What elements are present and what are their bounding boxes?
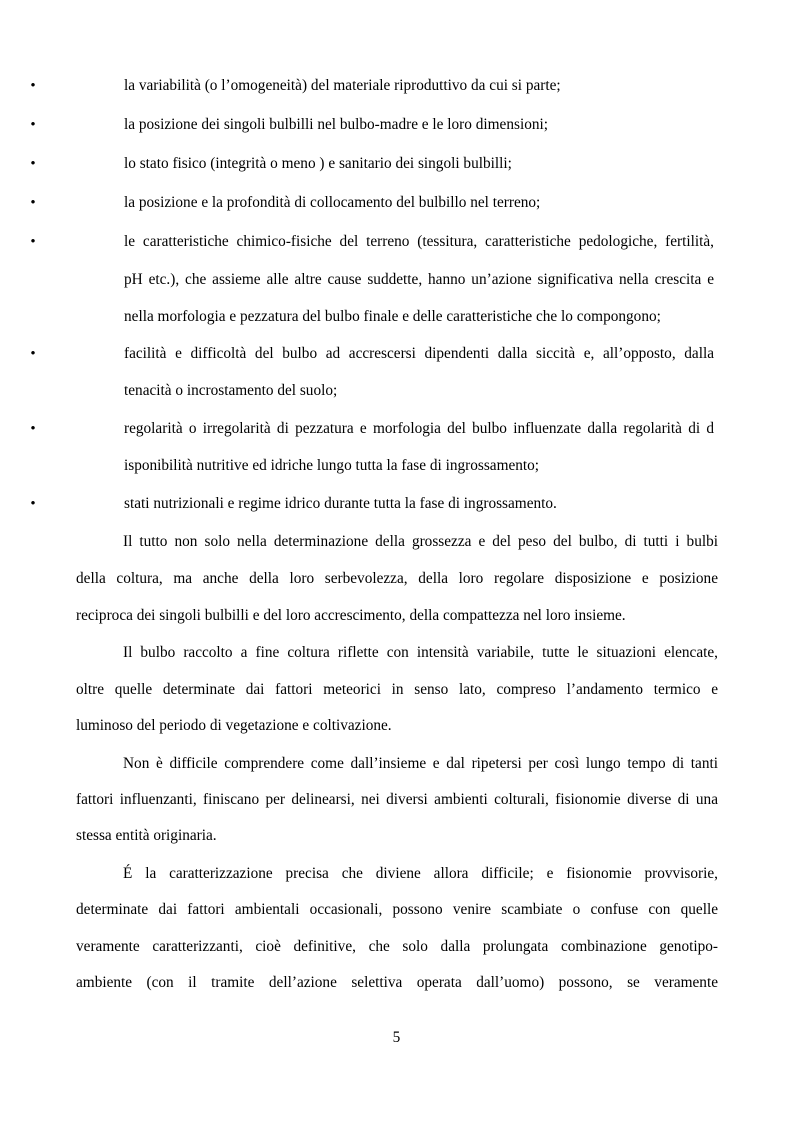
list-item-text: lo stato fisico (integrità o meno ) e sanitario dei singoli bulbilli; (124, 155, 512, 172)
paragraph-line: veramente caratterizzanti, cioè definitive, che solo dalla prolungata combinazione genotipo- (76, 938, 718, 955)
paragraph-line: Il tutto non solo nella determinazione della grossezza e del peso del bulbo, di tutti i bulbi (123, 533, 718, 550)
list-item-continuation (0, 270, 793, 290)
list-item (0, 115, 793, 135)
paragraph-line: ambiente (con il tramite dell’azione selettiva operata dall’uomo) possono, se veramente (76, 974, 718, 991)
list-item-continuation (0, 307, 793, 327)
list-item-text: pH etc.), che assieme alle altre cause suddette, hanno un’azione significativa nella crescita e (124, 271, 714, 288)
list-item-text: la variabilità (o l’omogeneità) del materiale riproduttivo da cui si parte; (124, 77, 561, 94)
paragraph-line: Il bulbo raccolto a fine coltura riflette con intensità variabile, tutte le situazioni elencate, (123, 644, 718, 661)
bullet-icon: • (30, 346, 36, 362)
list-item-text: facilità e difficoltà del bulbo ad accrescersi dipendenti dalla siccità e, all’opposto, dalla (124, 345, 714, 362)
list-item (0, 232, 793, 252)
bullet-icon: • (30, 78, 36, 94)
bullet-icon: • (30, 234, 36, 250)
list-item-text: la posizione e la profondità di collocamento del bulbillo nel terreno; (124, 194, 541, 211)
bullet-icon: • (30, 195, 36, 211)
list-item (0, 344, 793, 364)
bullet-icon: • (30, 156, 36, 172)
list-item-continuation (0, 456, 793, 476)
paragraph-line: reciproca dei singoli bulbilli e del loro accrescimento, della compattezza nel loro insieme. (76, 607, 626, 624)
paragraph-line: determinate dai fattori ambientali occasionali, possono venire scambiate o confuse con quelle (76, 901, 718, 918)
paragraph-line: oltre quelle determinate dai fattori meteorici in senso lato, compreso l’andamento termico e (76, 681, 718, 698)
list-item (0, 494, 793, 514)
list-item-text: stati nutrizionali e regime idrico durante tutta la fase di ingrossamento. (124, 495, 557, 512)
paragraph-line: luminoso del periodo di vegetazione e coltivazione. (76, 717, 392, 734)
list-item-text: isponibilità nutritive ed idriche lungo tutta la fase di ingrossamento; (124, 457, 540, 474)
paragraph-line: della coltura, ma anche della loro serbevolezza, della loro regolare disposizione e posizione (76, 570, 718, 587)
bullet-icon: • (30, 421, 36, 437)
list-item-text: regolarità o irregolarità di pezzatura e morfologia del bulbo influenzate dalla regolarità di d (124, 420, 714, 437)
list-item-text: la posizione dei singoli bulbilli nel bulbo-madre e le loro dimensioni; (124, 116, 548, 133)
list-item (0, 419, 793, 439)
bullet-icon: • (30, 117, 36, 133)
bullet-icon: • (30, 496, 36, 512)
list-item-text: le caratteristiche chimico-fisiche del terreno (tessitura, caratteristiche pedologiche, fertilità, (124, 233, 714, 250)
paragraph-line: Non è difficile comprendere come dall’insieme e dal ripetersi per così lungo tempo di tanti (123, 755, 718, 772)
paragraph-line: fattori influenzanti, finiscano per delinearsi, nei diversi ambienti colturali, fisionomie diverse di una (76, 791, 718, 808)
list-item-continuation (0, 381, 793, 401)
page-number: 5 (392, 1029, 401, 1046)
list-item (0, 154, 793, 174)
list-item-text: tenacità o incrostamento del suolo; (124, 382, 338, 399)
list-item (0, 76, 793, 96)
list-item (0, 193, 793, 213)
list-item-text: nella morfologia e pezzatura del bulbo finale e delle caratteristiche che lo compongono; (124, 308, 661, 325)
paragraph-line: stessa entità originaria. (76, 827, 217, 844)
paragraph-line: É la caratterizzazione precisa che diviene allora difficile; e fisionomie provvisorie, (123, 865, 718, 882)
